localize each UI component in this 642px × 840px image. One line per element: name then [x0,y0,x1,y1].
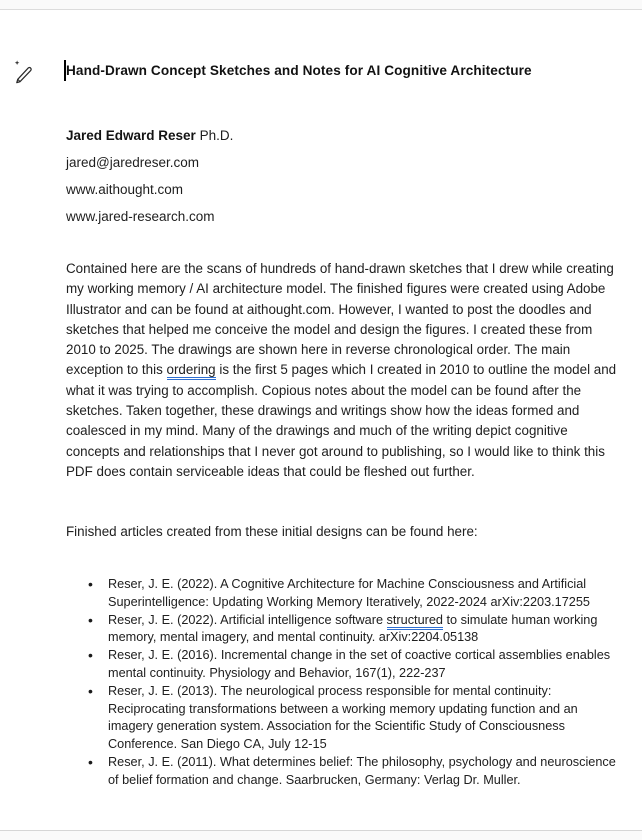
reference-text: Reser, J. E. (2011). What determines belief: The philosophy, psychology and neuroscience of belief formation and change. Saarbrucken, Germany: Verlag Dr. Muller. [108,754,616,787]
document-title: Hand-Drawn Concept Sketches and Notes for AI Cognitive Architecture [66,63,532,78]
intro-paragraph [66,259,623,482]
reference-text: Reser, J. E. (2016). Incremental change in the set of coactive cortical assemblies enables mental continuity. Physiology and Behavior, 167(1), 222-237 [108,648,611,680]
page-top-edge [0,0,642,10]
page-bottom-edge [0,830,642,840]
reference-text-before: Reser, J. E. (2022). Artificial intelligence software [108,612,387,627]
reference-item-3 [66,647,620,683]
author-block [66,122,466,230]
author-name: Jared Edward Reser [66,128,196,143]
reference-item-5 [66,754,620,790]
author-line [66,122,466,149]
compose-pencil-icon[interactable] [12,59,36,85]
reference-item-1 [66,576,620,612]
reference-item-2 [66,612,620,648]
author-website-1: www.aithought.com [66,182,184,197]
reference-text-after: to simulate human working memory, mental imagery, and mental continuity. arXiv:2204.05138 [108,612,598,645]
reference-item-4 [66,683,620,754]
author-email: jared@jaredreser.com [66,155,200,170]
intro-text-after: is the first 5 pages which I created in 2010 to outline the model and what it was trying to accomplish. Copious notes about the model can be found after the sketches. Taken together, these drawings and writings show how the ideas formed and coalesced in my mind. Many of the drawings and much of the writing depict cognitive concepts and relationships that I never got around to publishing, so I would like to think this PDF does contain serviceable ideas that could be fleshed out further. [66,362,617,479]
grammar-suggestion-word[interactable]: ordering [167,362,216,380]
sparkle-icon [15,60,20,65]
author-suffix: Ph.D. [195,128,234,143]
reference-text: Reser, J. E. (2022). A Cognitive Architecture for Machine Consciousness and Artificial Superintelligence: Updating Working Memory Iteratively, 2022-2024 arXiv:2203.17255 [108,577,590,609]
author-website-2: www.jared-research.com [66,209,215,224]
reference-text: Reser, J. E. (2013). The neurological process responsible for mental continuity: Reciprocating transformations between a working memory updating function and an imagery generation system. Association for the Scientific Study of Consciousness Conference. San Diego CA, July 12-15 [108,683,578,752]
intro-text-before: Contained here are the scans of hundreds of hand-drawn sketches that I drew while creating my working memory / AI architecture model. The finished figures were created using Adobe Illustrator and can be found at aithought.com. However, I wanted to post the doodles and sketches that helped me conceive the model and design the figures. I created these from 2010 to 2025. The drawings are shown here in reverse chronological order. The main exception to this [66,261,614,378]
references-list [66,576,620,790]
pencil-tip-line [18,79,20,81]
articles-heading: Finished articles created from these initial designs can be found here: [66,524,478,539]
grammar-suggestion-word[interactable]: structured [387,613,443,630]
